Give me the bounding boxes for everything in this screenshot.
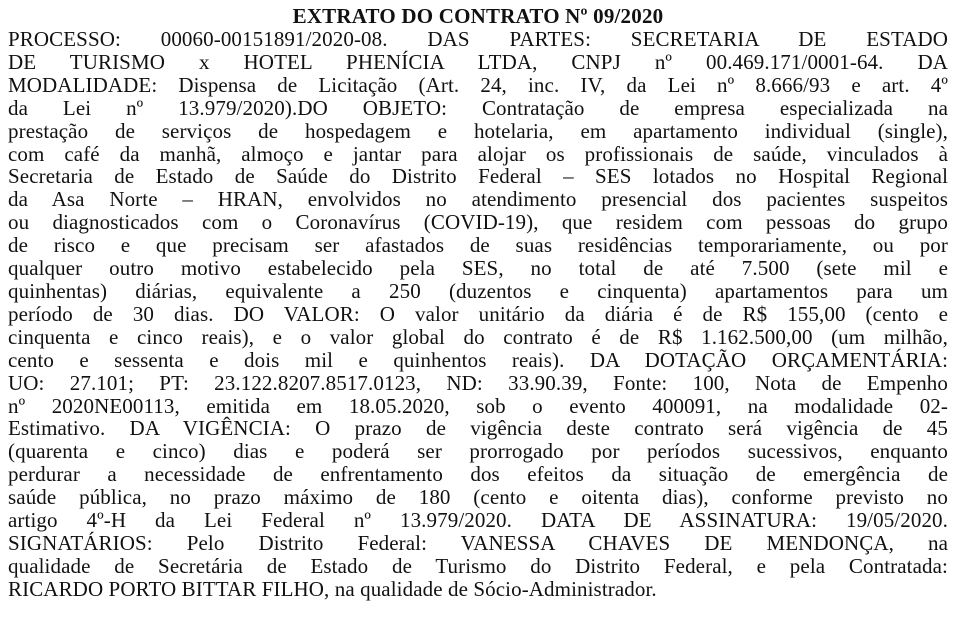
body-line: RICARDO PORTO BITTAR FILHO, na qualidade de Sócio-Administrador. [8,576,657,601]
body-line: Estimativo. DA VIGÊNCIA: O prazo de vigência deste contrato será vigência de 45 [8,416,948,441]
body-line: da Asa Norte – HRAN, envolvidos no atendimento presencial dos pacientes suspeitos [8,187,948,212]
body-line: DE TURISMO x HOTEL PHENÍCIA LTDA, CNPJ nº 00.469.171/0001-64. DA [8,49,948,74]
body-line: artigo 4º-H da Lei Federal nº 13.979/2020. DATA DE ASSINATURA: 19/05/2020. [8,508,948,533]
body-line: qualquer outro motivo estabelecido pela SES, no total de até 7.500 (sete mil e [8,256,948,281]
body-line: saúde pública, no prazo máximo de 180 (cento e oitenta dias), conforme previsto no [8,485,948,510]
body-line: UO: 27.101; PT: 23.122.8207.8517.0123, ND: 33.90.39, Fonte: 100, Nota de Empenho [8,370,948,395]
body-line: MODALIDADE: Dispensa de Licitação (Art. 24, inc. IV, da Lei nº 8.666/93 e art. 4º [8,72,948,97]
body-line: qualidade de Secretária de Estado de Turismo do Distrito Federal, e pela Contratada: [8,553,948,578]
document-title: EXTRATO DO CONTRATO Nº 09/2020 [292,4,664,28]
body-line: (quarenta e cinco) dias e poderá ser prorrogado por períodos sucessivos, enquanto [8,439,948,464]
body-line: PROCESSO: 00060-00151891/2020-08. DAS PARTES: SECRETARIA DE ESTADO [8,27,948,51]
body-line: cinquenta e cinco reais), e o valor global do contrato é de R$ 1.162.500,00 (um milhão, [8,324,948,349]
body-line: com café da manhã, almoço e jantar para alojar os profissionais de saúde, vinculados à [8,141,948,166]
document-body [8,28,948,601]
body-line: quinhentas) diárias, equivalente a 250 (duzentos e cinquenta) apartamentos para um [8,278,948,303]
body-line: perdurar a necessidade de enfrentamento dos efeitos da situação de emergência de [8,462,948,487]
body-line: cento e sessenta e dois mil e quinhentos reais). DA DOTAÇÃO ORÇAMENTÁRIA: [8,347,948,372]
body-line: da Lei nº 13.979/2020).DO OBJETO: Contratação de empresa especializada na [8,95,948,120]
body-line: de risco e que precisam ser afastados de suas residências temporariamente, ou por [8,233,948,258]
body-line: nº 2020NE00113, emitida em 18.05.2020, sob o evento 400091, na modalidade 02- [8,393,948,418]
body-line: Secretaria de Estado de Saúde do Distrito Federal – SES lotados no Hospital Regional [8,164,948,189]
body-line: SIGNATÁRIOS: Pelo Distrito Federal: VANESSA CHAVES DE MENDONÇA, na [8,530,948,555]
body-line: prestação de serviços de hospedagem e hotelaria, em apartamento individual (single), [8,118,948,143]
body-line: ou diagnosticados com o Coronavírus (COVID-19), que residem com pessoas do grupo [8,210,948,235]
body-line: período de 30 dias. DO VALOR: O valor unitário da diária é de R$ 155,00 (cento e [8,301,948,326]
